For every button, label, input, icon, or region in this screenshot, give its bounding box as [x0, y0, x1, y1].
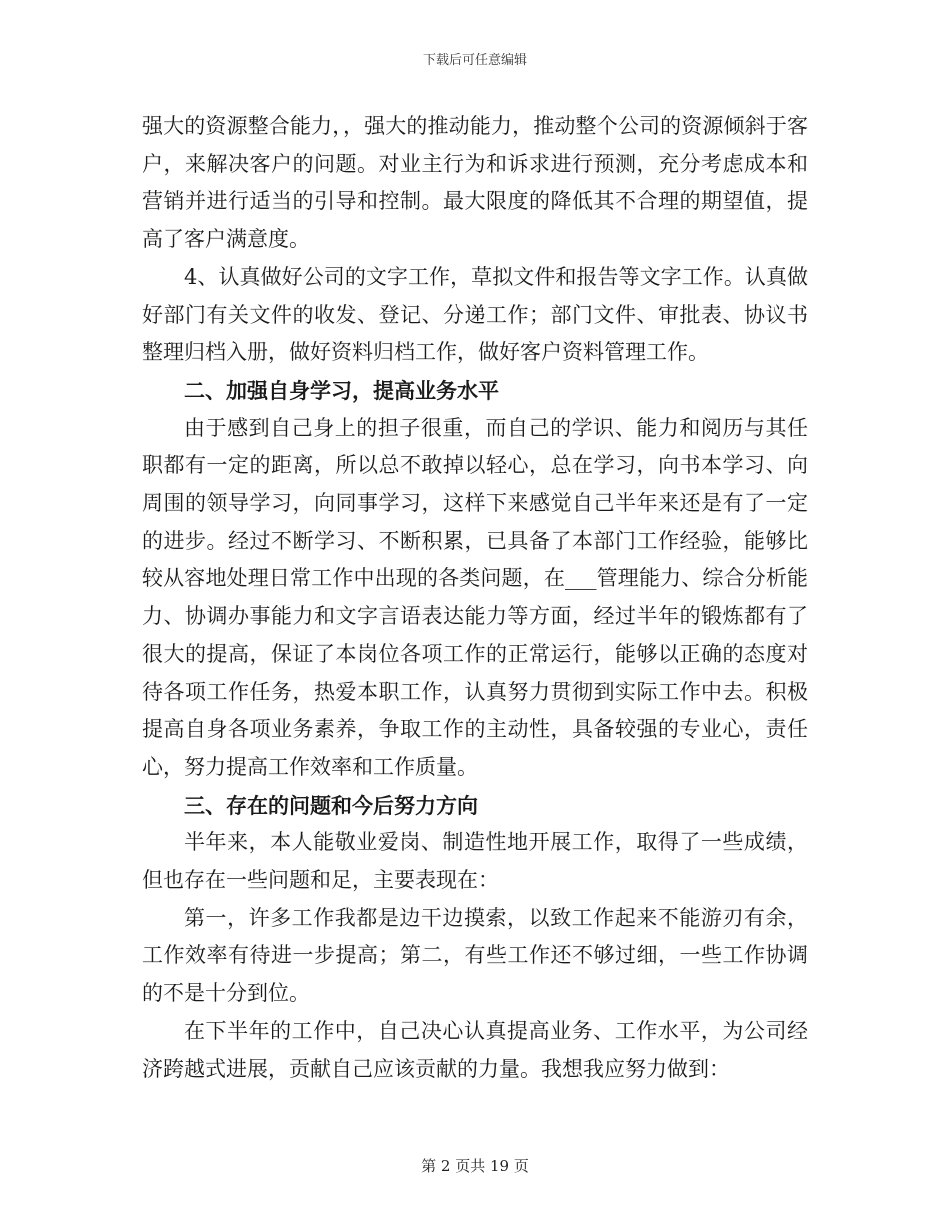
paragraph-study-progress: 由于感到自己身上的担子很重，而自己的学识、能力和阅历与其任职都有一定的距离，所以总不敢掉以轻心，总在学习，向书本学习、向周围的领导学习，向同事学习，这样下来感觉自己半年来还是有了一定的进步。经过不断学习、不断积累，已具备了本部门工作经验，能够比较从容地处理日常工作中出现的各类问题，在___管理能力、综合分析能力、协调办事能力和文字言语表达能力等方面，经过半年的锻炼都有了很大的提高，保证了本岗位各项工作的正常运行，能够以正确的态度对待各项工作任务，热爱本职工作，认真努力贯彻到实际工作中去。积极提高自身各项业务素养，争取工作的主动性，具备较强的专业心，责任心，努力提高工作效率和工作质量。 — [142, 415, 808, 779]
paragraph-document-work: 4、认真做好公司的文字工作，草拟文件和报告等文字工作。认真做好部门有关文件的收发、登记、分递工作；部门文件、审批表、协议书整理归档入册，做好资料归档工作，做好客户资料管理工作。 — [142, 264, 808, 365]
section-heading-self-study: 二、加强自身学习，提高业务水平 — [184, 377, 499, 403]
page-header: 下载后可任意编辑 — [422, 53, 527, 68]
paragraph-resource-integration: 强大的资源整合能力，，强大的推动能力，推动整个公司的资源倾斜于客户，来解决客户的问题。对业主行为和诉求进行预测，充分考虑成本和营销并进行适当的引导和控制。最大限度的降低其不合理的期望值，提高了客户满意度。 — [142, 114, 808, 252]
paragraph-half-year-summary: 半年来，本人能敬业爱岗、制造性地开展工作，取得了一些成绩，但也存在一些问题和足，主要表现在： — [142, 830, 808, 893]
paragraph-second-half-plan: 在下半年的工作中，自己决心认真提高业务、工作水平，为公司经济跨越式进展，贡献自己应该贡献的力量。我想我应努力做到： — [142, 1018, 808, 1081]
section-heading-problems: 三、存在的问题和今后努力方向 — [184, 792, 478, 818]
page-footer: 第 2 页共 19 页 — [421, 1157, 529, 1175]
document-body — [142, 108, 808, 1088]
paragraph-problems-list: 第一，许多工作我都是边干边摸索，以致工作起来不能游刃有余，工作效率有待进一步提高；第二，有些工作还不够过细，一些工作协调的不是十分到位。 — [142, 905, 808, 1006]
